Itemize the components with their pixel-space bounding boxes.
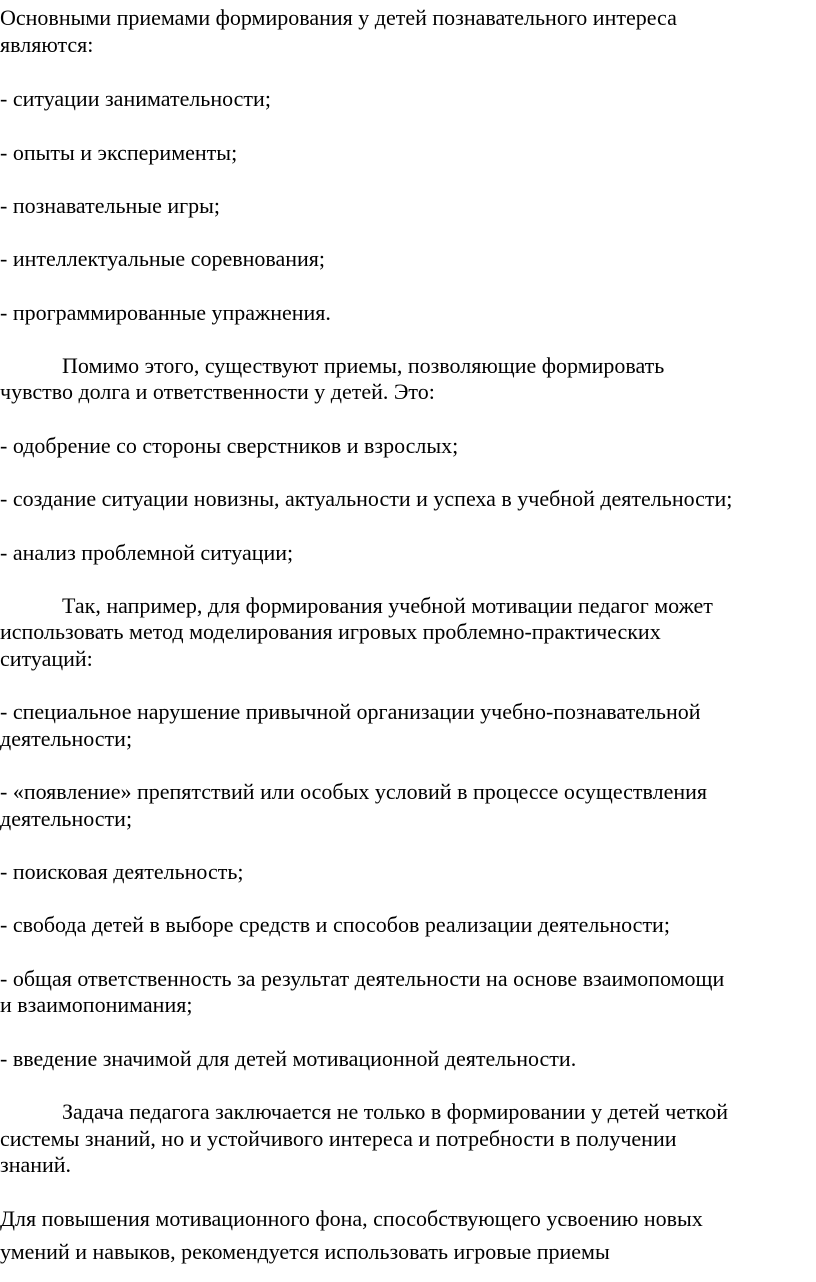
list-item: - «появление» препятствий или особых условий в процессе осуществления <box>0 779 708 804</box>
list-item: - общая ответственность за результат деятельности на основе взаимопомощи <box>0 966 725 991</box>
paragraph-4-line-3: знаний. <box>0 1152 72 1177</box>
list-item: - опыты и эксперименты; <box>0 140 238 165</box>
paragraph-5-line-2: умений и навыков, рекомендуется использовать игровые приемы <box>0 1239 610 1264</box>
list-item: - свобода детей в выборе средств и способов реализации деятельности; <box>0 912 670 937</box>
list-item-continued: и взаимопонимания; <box>0 992 193 1017</box>
list-item: - познавательные игры; <box>0 193 221 218</box>
list-item-continued: деятельности; <box>0 806 133 831</box>
paragraph-3-line-3: ситуаций: <box>0 646 93 671</box>
list-item: - специальное нарушение привычной организации учебно-познавательной <box>0 699 701 724</box>
list-item: - одобрение со стороны сверстников и взрослых; <box>0 433 459 458</box>
list-item: - создание ситуации новизны, актуальности и успеха в учебной деятельности; <box>0 486 733 511</box>
intro-line-1: Основными приемами формирования у детей познавательного интереса <box>0 5 677 30</box>
list-item: - ситуации занимательности; <box>0 86 271 111</box>
paragraph-2-line-2: чувство долга и ответственности у детей. Это: <box>0 379 435 404</box>
list-item: - программированные упражнения. <box>0 300 331 325</box>
paragraph-4-line-2: системы знаний, но и устойчивого интереса и потребности в получении <box>0 1126 677 1151</box>
paragraph-3-line-1: Так, например, для формирования учебной мотивации педагог может <box>62 593 713 618</box>
paragraph-5-line-1: Для повышения мотивационного фона, способствующего усвоению новых <box>0 1206 703 1231</box>
paragraph-2-line-1: Помимо этого, существуют приемы, позволяющие формировать <box>62 353 665 378</box>
paragraph-3-line-2: использовать метод моделирования игровых проблемно-практических <box>0 619 661 644</box>
list-item: - введение значимой для детей мотивационной деятельности. <box>0 1046 577 1071</box>
intro-line-2: являются: <box>0 32 94 57</box>
list-item-continued: деятельности; <box>0 726 133 751</box>
paragraph-4-line-1: Задача педагога заключается не только в формировании у детей четкой <box>62 1099 728 1124</box>
list-item: - интеллектуальные соревнования; <box>0 246 326 271</box>
list-item: - поисковая деятельность; <box>0 859 244 884</box>
list-item: - анализ проблемной ситуации; <box>0 540 294 565</box>
